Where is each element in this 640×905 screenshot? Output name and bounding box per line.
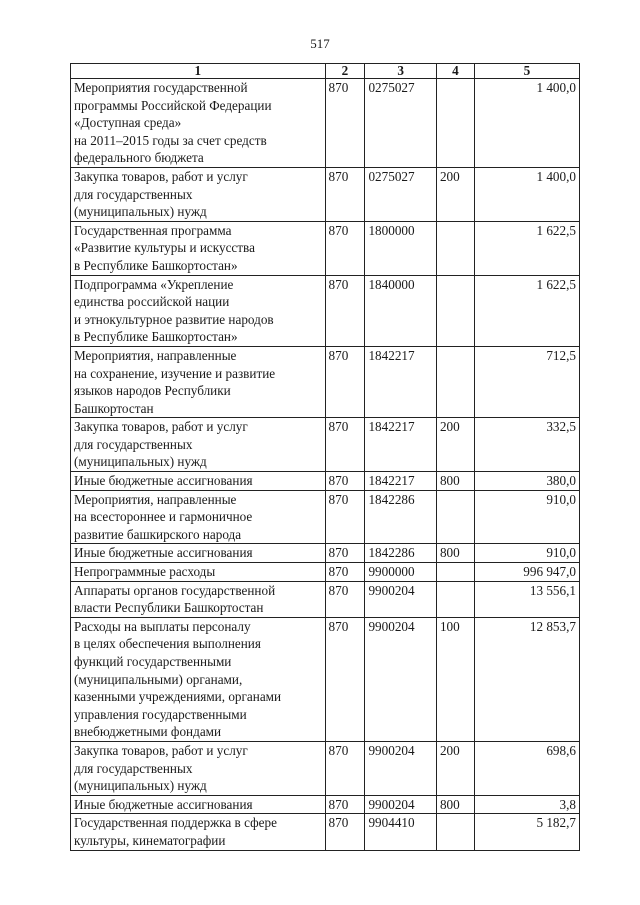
row-csr-cell: 1800000 [365,221,437,275]
row-csr-cell: 9900204 [365,617,437,741]
row-name-cell: Государственная программа «Развитие культуры и искусства в Республике Башкортостан» [71,221,326,275]
row-ministry-cell: 870 [325,563,365,582]
table-row [71,167,580,221]
row-name-cell: Иные бюджетные ассигнования [71,544,326,563]
table-row [71,741,580,795]
row-csr-cell: 1842286 [365,544,437,563]
row-vr-cell: 800 [436,544,474,563]
row-csr-cell: 1842217 [365,472,437,491]
row-name-cell: Мероприятия, направленные на всестороннее и гармоничное развитие башкирского народа [71,490,326,544]
row-vr-cell [436,346,474,417]
row-amount-cell: 698,6 [474,741,579,795]
row-csr-cell: 1842217 [365,418,437,472]
row-amount-cell: 996 947,0 [474,563,579,582]
table-row [71,617,580,741]
row-amount-cell: 5 182,7 [474,814,579,850]
table-row [71,346,580,417]
row-ministry-cell: 870 [325,741,365,795]
row-name-cell: Закупка товаров, работ и услуг для государственных (муниципальных) нужд [71,741,326,795]
row-amount-cell: 1 400,0 [474,79,579,168]
row-vr-cell: 800 [436,472,474,491]
row-ministry-cell: 870 [325,346,365,417]
table-row [71,418,580,472]
row-name-cell: Подпрограмма «Укрепление единства российской нации и этнокультурное развитие народов в Республике Башкортостан» [71,275,326,346]
row-vr-cell: 800 [436,795,474,814]
row-csr-cell: 9900204 [365,795,437,814]
row-csr-cell: 0275027 [365,79,437,168]
row-amount-cell: 910,0 [474,544,579,563]
row-amount-cell: 12 853,7 [474,617,579,741]
table-row [71,581,580,617]
table-row [71,795,580,814]
row-vr-cell: 100 [436,617,474,741]
row-name-cell: Закупка товаров, работ и услуг для государственных (муниципальных) нужд [71,418,326,472]
page-number: 517 [310,36,330,51]
row-name-cell: Иные бюджетные ассигнования [71,472,326,491]
row-csr-cell: 9900000 [365,563,437,582]
column-header-amount: 5 [474,64,579,79]
table-row [71,490,580,544]
row-vr-cell [436,581,474,617]
table-row [71,275,580,346]
row-amount-cell: 3,8 [474,795,579,814]
column-header-ministry: 2 [325,64,365,79]
column-header-vr: 4 [436,64,474,79]
row-ministry-cell: 870 [325,581,365,617]
row-ministry-cell: 870 [325,418,365,472]
row-csr-cell: 1842217 [365,346,437,417]
row-name-cell: Аппараты органов государственной власти Республики Башкортостан [71,581,326,617]
row-ministry-cell: 870 [325,795,365,814]
row-name-cell: Мероприятия государственной программы Российской Федерации «Доступная среда» на 2011–2015 годы за счет средств федерального бюджета [71,79,326,168]
row-vr-cell [436,814,474,850]
table-row [71,814,580,850]
row-csr-cell: 9900204 [365,581,437,617]
row-ministry-cell: 870 [325,79,365,168]
row-amount-cell: 1 622,5 [474,221,579,275]
row-vr-cell [436,275,474,346]
row-ministry-cell: 870 [325,814,365,850]
row-ministry-cell: 870 [325,617,365,741]
row-amount-cell: 332,5 [474,418,579,472]
row-name-cell: Иные бюджетные ассигнования [71,795,326,814]
row-csr-cell: 9900204 [365,741,437,795]
row-name-cell: Расходы на выплаты персоналу в целях обеспечения выполнения функций государственными (муниципальными) органами, казенными учреждениями, органами управления государственными внебюджетными фондами [71,617,326,741]
table-body [71,79,580,851]
column-header-csr: 3 [365,64,437,79]
row-csr-cell: 9904410 [365,814,437,850]
row-ministry-cell: 870 [325,167,365,221]
row-vr-cell [436,490,474,544]
row-vr-cell [436,221,474,275]
row-amount-cell: 380,0 [474,472,579,491]
row-amount-cell: 1 400,0 [474,167,579,221]
row-ministry-cell: 870 [325,490,365,544]
row-amount-cell: 1 622,5 [474,275,579,346]
row-name-cell: Закупка товаров, работ и услуг для государственных (муниципальных) нужд [71,167,326,221]
row-vr-cell [436,563,474,582]
row-amount-cell: 712,5 [474,346,579,417]
row-amount-cell: 13 556,1 [474,581,579,617]
row-name-cell: Мероприятия, направленные на сохранение, изучение и развитие языков народов Республики Башкортостан [71,346,326,417]
row-vr-cell: 200 [436,741,474,795]
column-header-name: 1 [71,64,326,79]
row-amount-cell: 910,0 [474,490,579,544]
table-row [71,544,580,563]
table-header-row [71,64,580,79]
table-row [71,221,580,275]
row-ministry-cell: 870 [325,472,365,491]
row-ministry-cell: 870 [325,221,365,275]
budget-table [70,63,580,851]
row-csr-cell: 1840000 [365,275,437,346]
row-ministry-cell: 870 [325,544,365,563]
row-vr-cell: 200 [436,167,474,221]
table-row [71,563,580,582]
table-row [71,472,580,491]
row-vr-cell [436,79,474,168]
row-vr-cell: 200 [436,418,474,472]
row-csr-cell: 1842286 [365,490,437,544]
table-row [71,79,580,168]
row-csr-cell: 0275027 [365,167,437,221]
row-ministry-cell: 870 [325,275,365,346]
row-name-cell: Государственная поддержка в сфере культуры, кинематографии [71,814,326,850]
row-name-cell: Непрограммные расходы [71,563,326,582]
